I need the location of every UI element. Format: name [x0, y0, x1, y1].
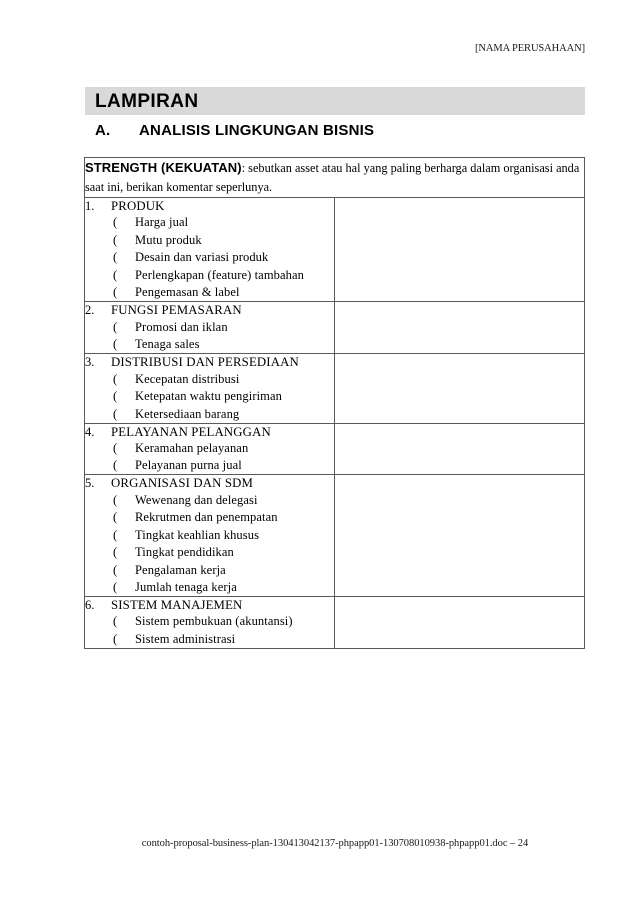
criteria-subitem [85, 266, 334, 284]
strength-keyword: STRENGTH (KEKUATAN) [85, 160, 242, 175]
criteria-subitem [85, 370, 334, 388]
criteria-number: 2. [85, 303, 95, 318]
bullet-icon: ( [113, 614, 118, 629]
criteria-subitem [85, 491, 334, 509]
criteria-subitem-label: Rekrutmen dan penempatan [135, 510, 278, 525]
table-header-row [85, 158, 585, 198]
section-title: ANALISIS LINGKUNGAN BISNIS [139, 122, 375, 139]
strength-instruction-cell [85, 158, 585, 198]
bullet-icon: ( [113, 545, 118, 560]
criteria-heading [85, 424, 334, 440]
bullet-icon: ( [113, 285, 118, 300]
criteria-subitem-label: Sistem pembukuan (akuntansi) [135, 614, 293, 629]
criteria-subitem-label: Mutu produk [135, 232, 202, 247]
bullet-icon: ( [113, 631, 118, 646]
bullet-icon: ( [113, 562, 118, 577]
bullet-icon: ( [113, 267, 118, 282]
criteria-cell [85, 423, 335, 475]
criteria-number: 4. [85, 424, 95, 439]
bullet-icon: ( [113, 250, 118, 265]
bullet-icon: ( [113, 371, 118, 386]
criteria-subitem [85, 214, 334, 232]
bullet-icon: ( [113, 232, 118, 247]
criteria-subitem [85, 439, 334, 457]
criteria-subitem-label: Kecepatan distribusi [135, 371, 240, 386]
criteria-heading [85, 198, 334, 214]
table-row [85, 302, 585, 354]
answer-cell[interactable] [335, 423, 585, 475]
criteria-subitem [85, 509, 334, 527]
criteria-number: 5. [85, 476, 95, 491]
page-title: LAMPIRAN [95, 90, 199, 112]
criteria-subitem [85, 457, 334, 475]
criteria-heading [85, 597, 334, 613]
bullet-icon: ( [113, 215, 118, 230]
criteria-subitem-label: Tingkat keahlian khusus [135, 527, 260, 542]
running-footer-filename: contoh-proposal-business-plan-130413042137-phpapp01-130708010938-phpapp01.doc – 24 [141, 838, 529, 849]
table-row [85, 475, 585, 597]
criteria-cell [85, 597, 335, 649]
criteria-title: FUNGSI PEMASARAN [111, 303, 242, 318]
table-row [85, 198, 585, 302]
criteria-subitem-label: Harga jual [135, 215, 189, 230]
bullet-icon: ( [113, 492, 118, 507]
criteria-subitem-label: Sistem administrasi [135, 631, 236, 646]
criteria-subitem-label: Keramahan pelayanan [135, 440, 249, 455]
strength-description: : sebutkan asset atau hal yang paling berharga dalam organisasi anda saat ini, berikan komentar seperlunya. [85, 161, 580, 195]
criteria-subitem-label: Promosi dan iklan [135, 319, 228, 334]
criteria-subitem-label: Tenaga sales [135, 337, 200, 352]
criteria-subitem-label: Ketersediaan barang [135, 406, 240, 421]
criteria-subitem-label: Pengemasan & label [135, 285, 240, 300]
bullet-icon: ( [113, 527, 118, 542]
table-row [85, 597, 585, 649]
criteria-number: 6. [85, 598, 95, 613]
criteria-subitem [85, 613, 334, 631]
criteria-cell [85, 475, 335, 597]
answer-cell[interactable] [335, 475, 585, 597]
criteria-subitem [85, 630, 334, 648]
criteria-heading [85, 354, 334, 370]
criteria-title: DISTRIBUSI DAN PERSEDIAAN [111, 355, 299, 370]
answer-cell[interactable] [335, 198, 585, 302]
table-row [85, 423, 585, 475]
bullet-icon: ( [113, 510, 118, 525]
strength-analysis-table [84, 157, 585, 649]
bullet-icon: ( [113, 440, 118, 455]
criteria-subitem [85, 284, 334, 302]
criteria-subitem-label: Pengalaman kerja [135, 562, 226, 577]
criteria-cell [85, 354, 335, 423]
criteria-title: ORGANISASI DAN SDM [111, 476, 254, 491]
criteria-subitem [85, 526, 334, 544]
criteria-subitem [85, 405, 334, 423]
bullet-icon: ( [113, 458, 118, 473]
criteria-subitem-label: Perlengkapan (feature) tambahan [135, 267, 304, 282]
lampiran-banner [85, 87, 585, 115]
table-row [85, 354, 585, 423]
bullet-icon: ( [113, 406, 118, 421]
criteria-subitem [85, 561, 334, 579]
bullet-icon: ( [113, 389, 118, 404]
criteria-number: 3. [85, 355, 95, 370]
criteria-subitem-label: Ketepatan waktu pengiriman [135, 389, 282, 404]
criteria-cell [85, 302, 335, 354]
answer-cell[interactable] [335, 354, 585, 423]
answer-cell[interactable] [335, 302, 585, 354]
criteria-number: 1. [85, 199, 95, 214]
table-body [85, 158, 585, 649]
bullet-icon: ( [113, 580, 118, 595]
criteria-title: PELAYANAN PELANGGAN [111, 424, 271, 439]
section-heading [95, 122, 585, 139]
criteria-subitem-label: Tingkat pendidikan [135, 545, 234, 560]
criteria-heading [85, 475, 334, 491]
criteria-cell [85, 198, 335, 302]
bullet-icon: ( [113, 319, 118, 334]
criteria-subitem-label: Wewenang dan delegasi [135, 492, 258, 507]
section-letter: A. [95, 122, 111, 139]
running-header-company-name: [NAMA PERUSAHAAN] [474, 43, 585, 54]
criteria-heading [85, 302, 334, 318]
criteria-title: PRODUK [111, 199, 165, 214]
criteria-subitem [85, 231, 334, 249]
criteria-subitem [85, 544, 334, 562]
criteria-subitem [85, 249, 334, 267]
bullet-icon: ( [113, 337, 118, 352]
criteria-subitem-label: Jumlah tenaga kerja [135, 580, 237, 595]
criteria-subitem [85, 318, 334, 336]
criteria-title: SISTEM MANAJEMEN [111, 598, 243, 613]
criteria-subitem [85, 336, 334, 354]
criteria-subitem-label: Desain dan variasi produk [135, 250, 269, 265]
criteria-subitem-label: Pelayanan purna jual [135, 458, 242, 473]
answer-cell[interactable] [335, 597, 585, 649]
criteria-subitem [85, 579, 334, 597]
criteria-subitem [85, 388, 334, 406]
